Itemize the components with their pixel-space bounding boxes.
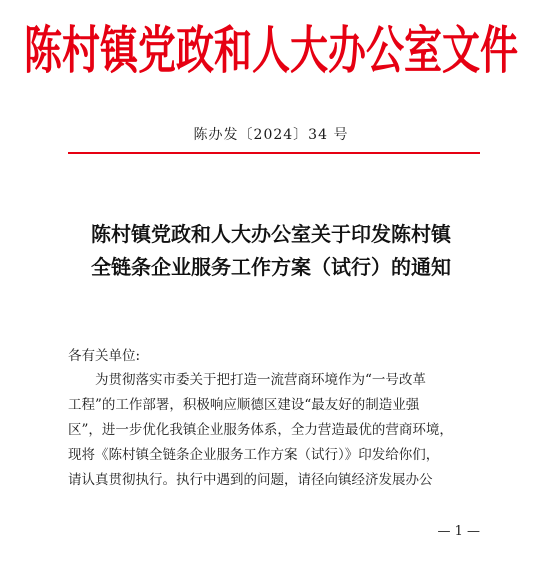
body-text	[68, 368, 480, 493]
title-line-2: 全链条企业服务工作方案（试行）的通知	[91, 255, 451, 279]
salutation: 各有关单位:	[68, 348, 141, 364]
document-title	[60, 218, 482, 284]
title-line-1: 陈村镇党政和人大办公室关于印发陈村镇	[91, 222, 451, 246]
document-number: 陈办发〔2024〕34 号	[193, 127, 349, 143]
body-line: 为贯彻落实市委关于把打造一流营商环境作为“一号改革	[95, 372, 426, 388]
body-line: 现将《陈村镇全链条企业服务工作方案（试行）》印发给你们，	[68, 447, 440, 463]
page-number: — 1 —	[437, 524, 480, 539]
body-line: 区”，进一步优化我镇企业服务体系，全力营造最优的营商环境，	[68, 422, 453, 438]
masthead-title: 陈村镇党政和人大办公室文件	[23, 19, 518, 81]
body-line: 请认真贯彻执行。执行中遇到的问题，请径向镇经济发展办公	[68, 472, 433, 488]
red-divider-line	[68, 152, 480, 154]
body-line: 工程”的工作部署，积极响应顺德区建设“最友好的制造业强	[68, 397, 420, 413]
